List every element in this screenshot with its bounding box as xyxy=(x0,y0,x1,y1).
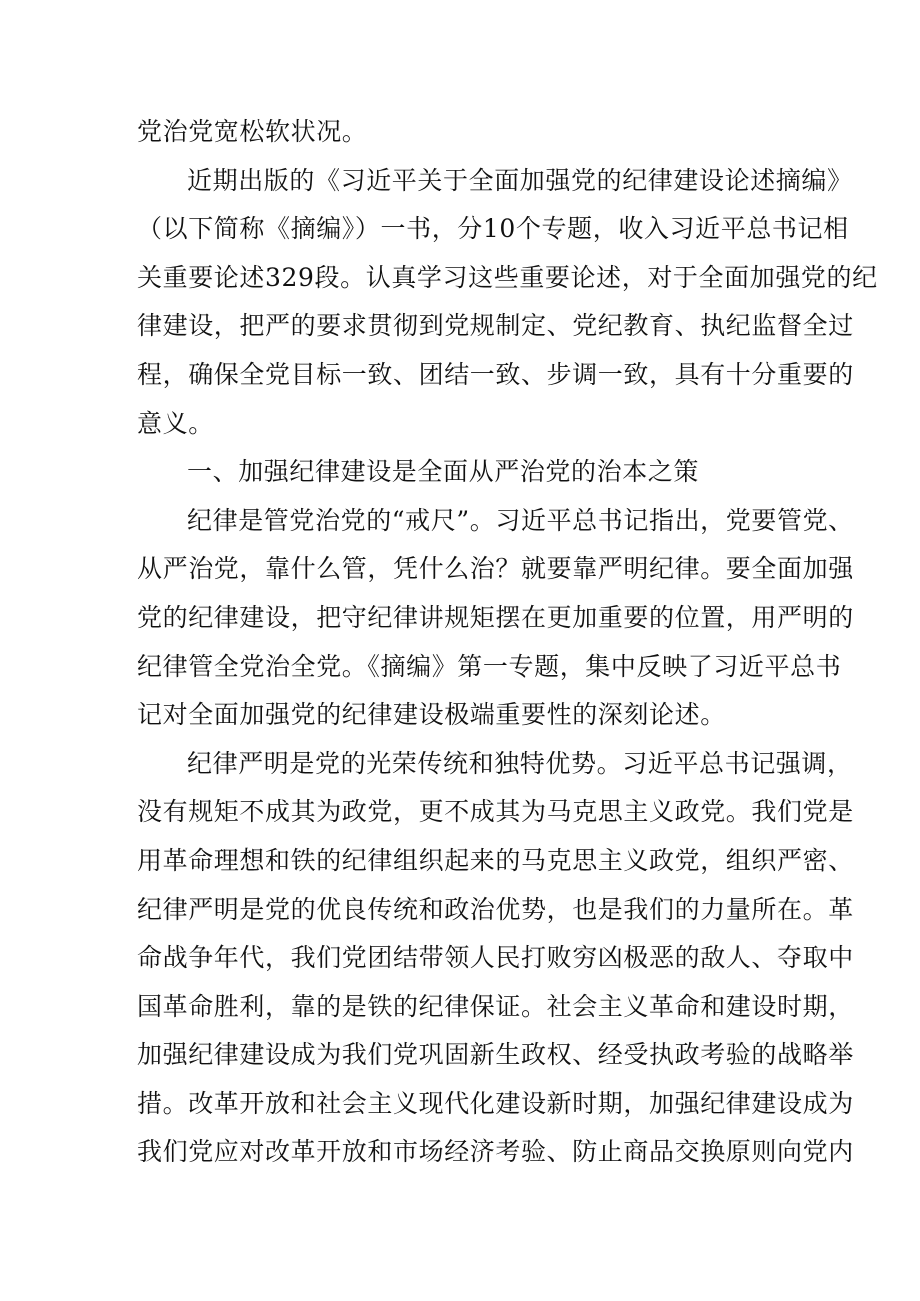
paragraph-line: 命战争年代，我们党团结带领人民打败穷凶极恶的敌人、夺取中 xyxy=(137,943,854,973)
paragraph-line: 近期出版的《习近平关于全面加强党的纪律建设论述摘编》 xyxy=(187,165,853,195)
paragraph-line: 纪律是管党治党的“戒尺”。习近平总书记指出，党要管党、 xyxy=(187,505,854,535)
paragraph-line: 程，确保全党目标一致、团结一致、步调一致，具有十分重要的 xyxy=(137,359,854,389)
paragraph-line: 记对全面加强党的纪律建设极端重要性的深刻论述。 xyxy=(137,700,726,730)
document-body xyxy=(137,108,878,1177)
paragraph-line: 党的纪律建设，把守纪律讲规矩摆在更加重要的位置，用严明的 xyxy=(137,602,854,632)
paragraph-line: （以下简称《摘编》）一书，分10个专题，收入习近平总书记相 xyxy=(137,214,849,244)
paragraph-line: 加强纪律建设成为我们党巩固新生政权、经受执政考验的战略举 xyxy=(137,1040,854,1070)
paragraph-line: 纪律严明是党的优良传统和政治优势，也是我们的力量所在。革 xyxy=(137,894,854,924)
section-heading: 一、加强纪律建设是全面从严治党的治本之策 xyxy=(187,457,700,487)
paragraph-line: 纪律严明是党的光荣传统和独特优势。习近平总书记强调， xyxy=(187,748,853,778)
paragraph-line: 用革命理想和铁的纪律组织起来的马克思主义政党，组织严密、 xyxy=(137,845,854,875)
paragraph-line: 党治党宽松软状况。 xyxy=(137,117,368,146)
paragraph-line: 律建设，把严的要求贯彻到党规制定、党纪教育、执纪监督全过 xyxy=(137,311,854,341)
paragraph-line: 措。改革开放和社会主义现代化建设新时期，加强纪律建设成为 xyxy=(137,1088,854,1118)
paragraph-line: 关重要论述329段。认真学习这些重要论述，对于全面加强党的纪 xyxy=(137,262,878,292)
paragraph-line: 国革命胜利，靠的是铁的纪律保证。社会主义革命和建设时期， xyxy=(137,991,854,1021)
paragraph-line: 意义。 xyxy=(137,408,214,438)
paragraph-line: 没有规矩不成其为政党，更不成其为马克思主义政党。我们党是 xyxy=(137,797,854,827)
paragraph-line: 纪律管全党治全党。《摘编》第一专题，集中反映了习近平总书 xyxy=(137,651,842,681)
paragraph-line: 我们党应对改革开放和市场经济考验、防止商品交换原则向党内 xyxy=(137,1137,854,1167)
paragraph-line: 从严治党，靠什么管，凭什么治？就要靠严明纪律。要全面加强 xyxy=(137,554,854,584)
